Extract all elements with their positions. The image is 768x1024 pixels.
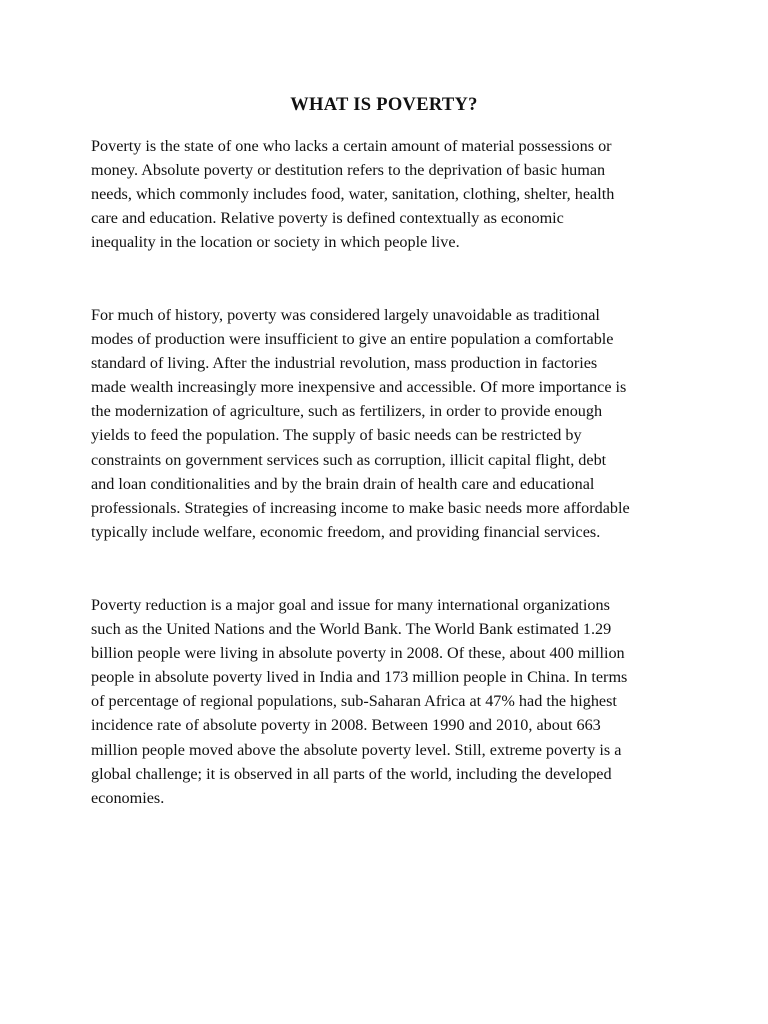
text-line: care and education. Relative poverty is defined contextually as economic (91, 209, 564, 228)
text-line: money. Absolute poverty or destitution refers to the deprivation of basic human (91, 161, 606, 180)
text-line: people in absolute poverty lived in India and 173 million people in China. In terms (91, 668, 628, 687)
text-line: Poverty is the state of one who lacks a certain amount of material possessions or (91, 137, 612, 155)
text-line: the modernization of agriculture, such as fertilizers, in order to provide enough (91, 402, 603, 421)
paragraph-history (91, 303, 691, 544)
text-line: typically include welfare, economic freedom, and providing financial services. (91, 522, 601, 541)
text-line: needs, which commonly includes food, water, sanitation, clothing, shelter, health (91, 185, 615, 204)
text-line: constraints on government services such as corruption, illicit capital flight, debt (91, 450, 607, 469)
paragraph-reduction (91, 593, 691, 810)
text-line: and loan conditionalities and by the brain drain of health care and educational (91, 474, 595, 493)
text-line: incidence rate of absolute poverty in 2008. Between 1990 and 2010, about 663 (91, 716, 601, 735)
text-line: professionals. Strategies of increasing income to make basic needs more affordable (91, 498, 630, 517)
text-line: inequality in the location or society in which people live. (91, 233, 460, 252)
text-line: standard of living. After the industrial revolution, mass production in factories (91, 354, 598, 373)
text-line: modes of production were insufficient to give an entire population a comfortable (91, 330, 614, 349)
text-line: such as the United Nations and the World Bank. The World Bank estimated 1.29 (91, 620, 612, 639)
text-line: yields to feed the population. The supply of basic needs can be restricted by (91, 426, 582, 445)
text-line: made wealth increasingly more inexpensive and accessible. Of more importance is (91, 378, 627, 397)
text-line: For much of history, poverty was considered largely unavoidable as traditional (91, 306, 600, 324)
text-line: global challenge; it is observed in all parts of the world, including the developed (91, 764, 612, 783)
text-line: billion people were living in absolute poverty in 2008. Of these, about 400 million (91, 644, 625, 663)
text-line: million people moved above the absolute poverty level. Still, extreme poverty is a (91, 740, 622, 759)
page-title: WHAT IS POVERTY? (290, 95, 478, 115)
paragraph-definition (91, 134, 691, 254)
text-line: Poverty reduction is a major goal and issue for many international organizations (91, 596, 610, 614)
text-line: of percentage of regional populations, sub-Saharan Africa at 47% had the highest (91, 692, 617, 711)
text-line: economies. (91, 788, 165, 807)
